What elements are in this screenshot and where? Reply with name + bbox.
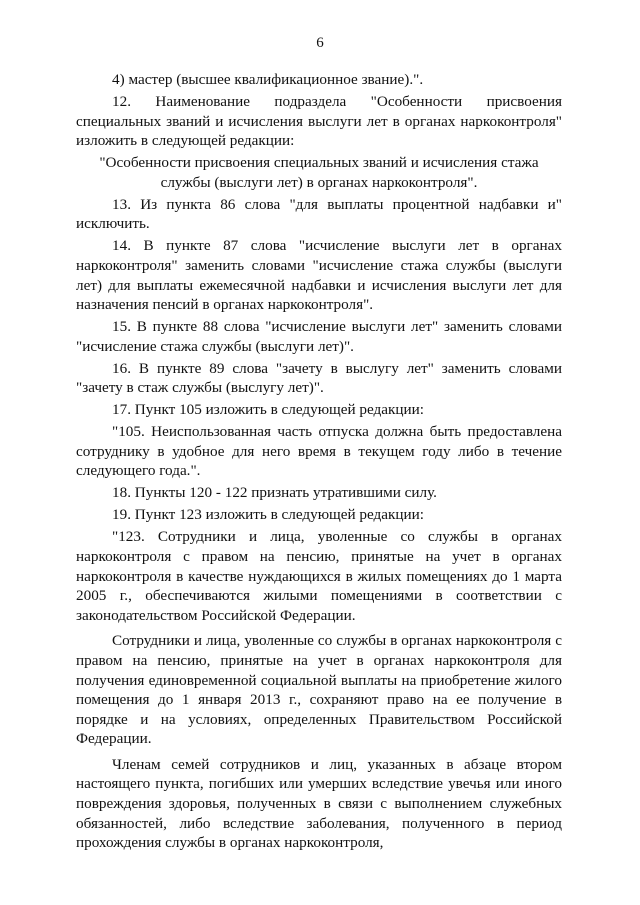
paragraph-item-15: 15. В пункте 88 слова "исчисление выслуги лет" заменить словами "исчисление стажа службы (выслуги лет)".: [76, 318, 562, 355]
page-number: 6: [316, 35, 324, 51]
paragraph-point-123-second: Сотрудники и лица, уволенные со службы в органах наркоконтроля с правом на пенсию, принятые на учет в органах наркоконтроля для получения единовременной социальной выплаты на приобретение жилого помещения до 1 января 2013 г., сохраняют право на ее получение в порядке и на условиях, определенных Правительством Российской Федерации.: [76, 632, 562, 748]
paragraph-item-16: 16. В пункте 89 слова "зачету в выслугу лет" заменить словами "зачету в стаж службы (выслугу лет)".: [76, 359, 562, 397]
paragraph-item-19: 19. Пункт 123 изложить в следующей редакции:: [112, 506, 425, 524]
paragraph-item-12: 12. Наименование подраздела "Особенности присвоения специальных званий и исчисления выслуги лет в органах наркоконтроля" изложить в следующей редакции:: [76, 92, 562, 150]
paragraph-item-18: 18. Пункты 120 - 122 признать утратившими силу.: [112, 484, 437, 502]
paragraph-point-123-third: Членам семей сотрудников и лиц, указанных в абзаце втором настоящего пункта, погибших или умерших вследствие увечья или иного повреждения здоровья, полученных в связи с выполнением служебных обязанностей, либо вследствие заболевания, полученного в период прохождения службы в органах наркоконтроля,: [76, 755, 562, 852]
document-body: [76, 70, 562, 855]
paragraph-item-4: 4) мастер (высшее квалификационное звание).".: [112, 71, 424, 88]
paragraph-item-14: 14. В пункте 87 слова "исчисление выслуги лет в органах наркоконтроля" заменить словами "исчисление стажа службы (выслуги лет) для выплаты ежемесячной надбавки и исчисления выслуги лет для назначения пенсий в органах наркоконтроля".: [76, 237, 562, 314]
paragraph-point-123: "123. Сотрудники и лица, уволенные со службы в органах наркоконтроля с правом на пенсию, принятые на учет в органах наркоконтроля в качестве нуждающихся в жилых помещениях до 1 марта 2005 г., обеспечиваются жилыми помещениями в соответствии с законодательством Российской Федерации.: [76, 528, 562, 624]
paragraph-item-17: 17. Пункт 105 изложить в следующей редакции:: [112, 401, 425, 419]
paragraph-item-13: 13. Из пункта 86 слова "для выплаты процентной надбавки и" исключить.: [76, 195, 562, 233]
paragraph-point-105: "105. Неиспользованная часть отпуска должна быть предоставлена сотруднику в удобное для него время в текущем году либо в течение следующего года.".: [76, 423, 562, 480]
paragraph-new-title: "Особенности присвоения специальных званий и исчисления стажа службы (выслуги лет) в органах наркоконтроля".: [99, 154, 539, 191]
